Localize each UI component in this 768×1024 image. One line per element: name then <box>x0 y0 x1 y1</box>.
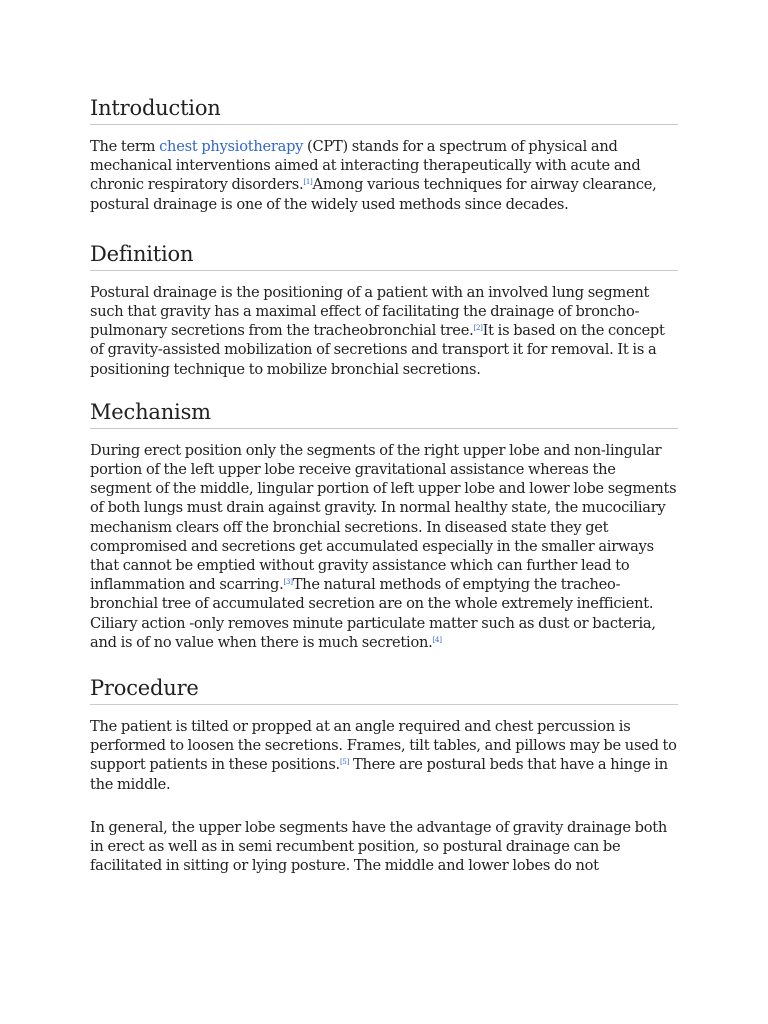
section-introduction <box>90 94 678 214</box>
procedure-paragraph-1 <box>90 717 678 794</box>
section-definition <box>90 240 678 379</box>
heading-introduction: Introduction <box>90 94 678 125</box>
citation-ref-1[interactable]: [1] <box>303 178 313 187</box>
section-procedure <box>90 674 678 875</box>
citation-ref-2[interactable]: [2] <box>473 324 483 333</box>
citation-ref-5[interactable]: [5] <box>339 758 350 767</box>
citation-ref-3[interactable]: [3] <box>283 578 293 587</box>
definition-text-start: Postural drainage is the positioning of a patient with an involved lung segment such that gravity has a maximal effect of facilitating the drainage of broncho-pulmonary secretions from the tracheobronchial tree. <box>90 283 650 340</box>
introduction-paragraph <box>90 137 678 214</box>
definition-text-end: It is based on the concept of gravity-assisted mobilization of secretions and transport it for removal. It is a positioning technique to mobilize bronchial secretions. <box>90 322 665 378</box>
intro-text-start: The term <box>90 138 160 155</box>
section-mechanism <box>90 398 678 652</box>
citation-ref-4[interactable]: [4] <box>432 635 442 644</box>
chest-physiotherapy-link[interactable]: chest physiotherapy <box>159 138 304 155</box>
heading-definition: Definition <box>90 240 678 271</box>
mechanism-text-start: During erect position only the segments of the right upper lobe and non-lingular portion of the left upper lobe receive gravitational assistance whereas the segment of the middle, lingular portion of left upper lobe and lower lobe segments of both lungs must drain against gravity. In normal healthy state, the mucociliary mechanism clears off the bronchial secretions. In diseased state they get compromised and secretions get accumulated especially in the smaller airways that cannot be emptied without gravity assistance which can further lead to inflammation and scarring. <box>90 441 677 594</box>
intro-text-end: Among various techniques for airway clearance, postural drainage is one of the widely used methods since decades. <box>90 176 657 213</box>
procedure-text-start: The patient is tilted or propped at an angle required and chest percussion is performed to loosen the secretions. Frames, tilt tables, and pillows may be used to support patients in these positions. <box>90 718 677 774</box>
mechanism-text-mid: The natural methods of emptying the tracheo-bronchial tree of accumulated secretion are on the whole extremely inefficient. Ciliary action -only removes minute particulate matter such as dust or bacteria, and is of no value when there is much secretion. <box>90 576 656 651</box>
article-content <box>90 94 678 875</box>
heading-mechanism: Mechanism <box>90 398 678 429</box>
definition-paragraph <box>90 283 678 379</box>
intro-text-mid: (CPT) stands for a spectrum of physical and mechanical interventions aimed at interacting therapeutically with acute and chronic respiratory disorders. <box>90 138 641 194</box>
heading-procedure: Procedure <box>90 674 678 705</box>
procedure-paragraph-2: In general, the upper lobe segments have the advantage of gravity drainage both in erect as well as in semi recumbent position, so postural drainage can be facilitated in sitting or lying posture. The middle and lower lobes do not <box>90 818 667 875</box>
procedure-text-end: There are postural beds that have a hinge in the middle. <box>90 756 668 793</box>
mechanism-paragraph <box>90 441 678 652</box>
